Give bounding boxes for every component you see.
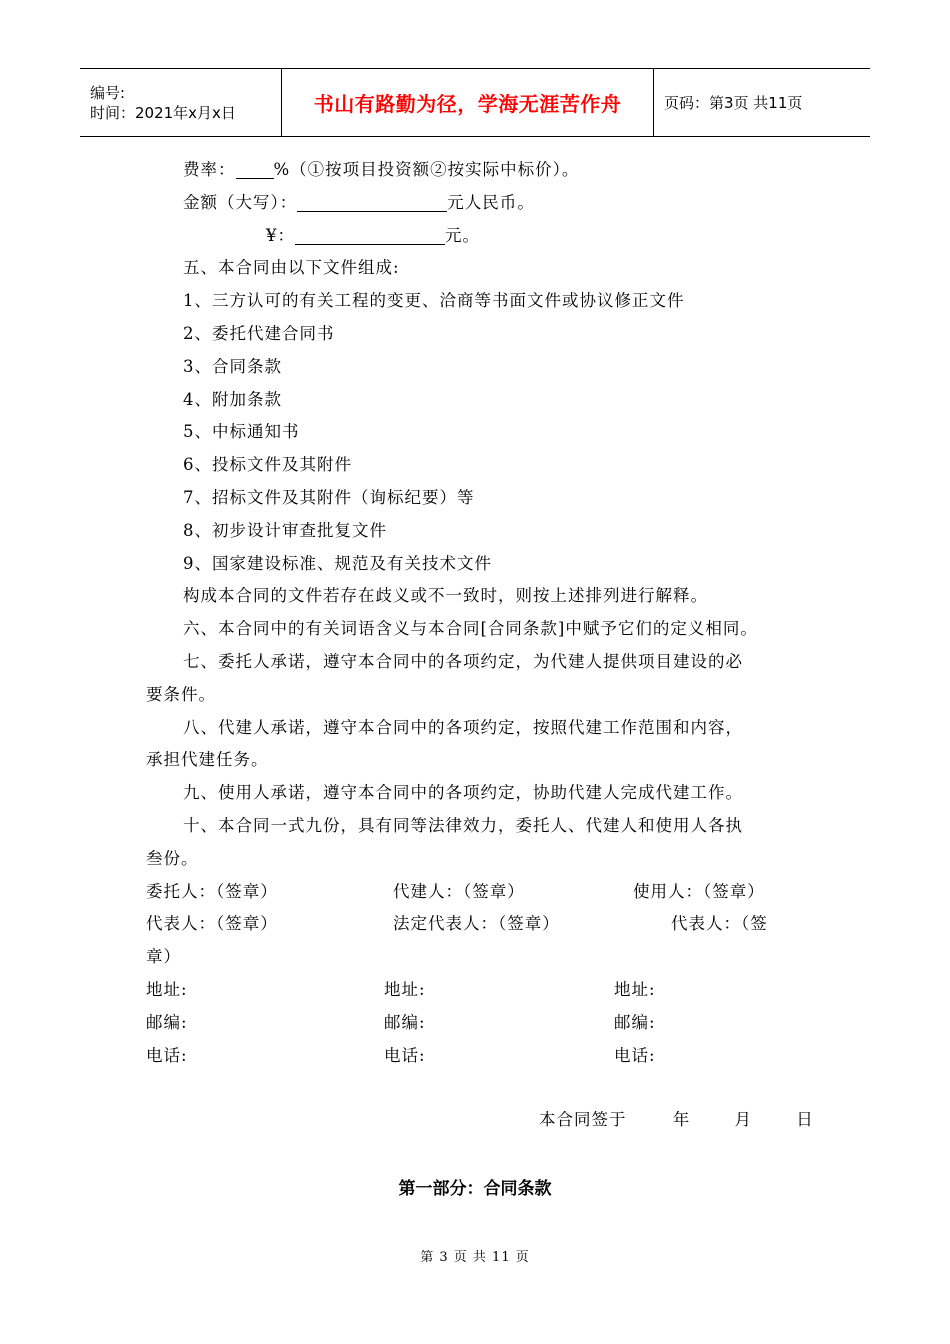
phone-label: 电话: — [146, 1045, 188, 1065]
fee-rate-label: 费率： — [183, 160, 236, 179]
amount-label: 金额（大写）： — [183, 192, 298, 212]
document-item: 4、附加条款 — [183, 389, 282, 409]
section-8-line-1: 八、代建人承诺，遵守本合同中的各项约定，按照代建工作范围和内容， — [183, 717, 743, 737]
document-item: 2、委托代建合同书 — [183, 323, 335, 343]
yen-suffix: 元。 — [445, 225, 480, 245]
amount-blank — [297, 191, 447, 212]
postcode-label: 邮编: — [384, 1012, 426, 1032]
header-page-info: 页码：第3页 共11页 — [664, 94, 803, 112]
document-item: 7、招标文件及其附件（询标纪要）等 — [183, 487, 475, 507]
document-item: 1、三方认可的有关工程的变更、洽商等书面文件或协议修正文件 — [183, 291, 685, 311]
code-label: 编号: — [90, 83, 126, 102]
document-item: 3、合同条款 — [183, 356, 282, 376]
fee-rate-suffix: %（①按项目投资额②按实际中标价）。 — [273, 160, 580, 179]
user-representative: 代表人：（签 — [671, 914, 768, 934]
time-label: 时间：2021年x月x日 — [90, 103, 236, 122]
postcode-row — [146, 1007, 806, 1040]
amount-line — [146, 187, 806, 220]
postcode-label: 邮编: — [614, 1012, 656, 1032]
agent-signature: 代建人：（签章） — [393, 881, 525, 901]
address-label: 地址: — [384, 979, 426, 999]
yen-line — [146, 220, 806, 253]
signing-date-prefix: 本合同签于 — [539, 1110, 627, 1129]
section-10-line-1: 十、本合同一式九份，具有同等法律效力，委托人、代建人和使用人各执 — [183, 815, 743, 835]
section-5-title: 五、本合同由以下文件组成: — [183, 258, 400, 278]
user-signature: 使用人：（签章） — [633, 881, 765, 901]
yen-blank — [295, 224, 445, 245]
page-header — [80, 68, 870, 137]
signing-year: 年 — [672, 1110, 691, 1129]
header-motto: 书山有路勤为径，学海无涯苦作舟 — [313, 92, 622, 116]
document-item: 9、国家建设标准、规范及有关技术文件 — [183, 553, 492, 573]
contract-body — [146, 154, 806, 1072]
section-9: 九、使用人承诺，遵守本合同中的各项约定，协助代建人完成代建工作。 — [183, 783, 743, 803]
representative-row — [146, 908, 806, 941]
fee-rate-line — [146, 154, 806, 187]
section-6: 六、本合同中的有关词语含义与本合同[合同条款]中赋予它们的定义相同。 — [183, 619, 758, 639]
section-8-line-2: 承担代建任务。 — [146, 750, 269, 770]
phone-label: 电话: — [384, 1045, 426, 1065]
part-title: 第一部分：合同条款 — [398, 1179, 552, 1199]
header-meta — [80, 69, 282, 136]
section-10-line-2: 叁份。 — [146, 848, 199, 868]
agent-legal-representative: 法定代表人：（签章） — [393, 914, 560, 934]
signing-date — [539, 1106, 814, 1130]
fee-rate-blank — [236, 158, 274, 179]
conflict-clause: 构成本合同的文件若存在歧义或不一致时，则按上述排列进行解释。 — [183, 586, 708, 606]
representative-wrap-text: 章） — [146, 947, 181, 967]
address-row — [146, 974, 806, 1007]
document-item: 5、中标通知书 — [183, 422, 300, 442]
signing-day: 日 — [796, 1110, 814, 1129]
document-item: 6、投标文件及其附件 — [183, 455, 352, 475]
yen-label: ¥： — [266, 225, 295, 245]
phone-label: 电话: — [614, 1045, 656, 1065]
signing-month: 月 — [734, 1110, 752, 1129]
principal-signature: 委托人：（签章） — [146, 881, 278, 901]
amount-suffix: 元人民币。 — [447, 192, 535, 212]
address-label: 地址: — [146, 979, 188, 999]
postcode-label: 邮编: — [146, 1012, 188, 1032]
section-7-line-1: 七、委托人承诺，遵守本合同中的各项约定，为代建人提供项目建设的必 — [183, 651, 743, 671]
phone-row — [146, 1040, 806, 1073]
header-page-info-cell — [654, 69, 870, 136]
address-label: 地址: — [614, 979, 656, 999]
principal-representative: 代表人：（签章） — [146, 914, 278, 934]
header-motto-cell — [282, 69, 654, 136]
page-footer: 第 3 页 共 11 页 — [420, 1250, 530, 1265]
section-7-line-2: 要条件。 — [146, 684, 216, 704]
representative-row-wrap — [146, 941, 806, 974]
signature-row — [146, 876, 806, 909]
document-item: 8、初步设计审查批复文件 — [183, 520, 387, 540]
